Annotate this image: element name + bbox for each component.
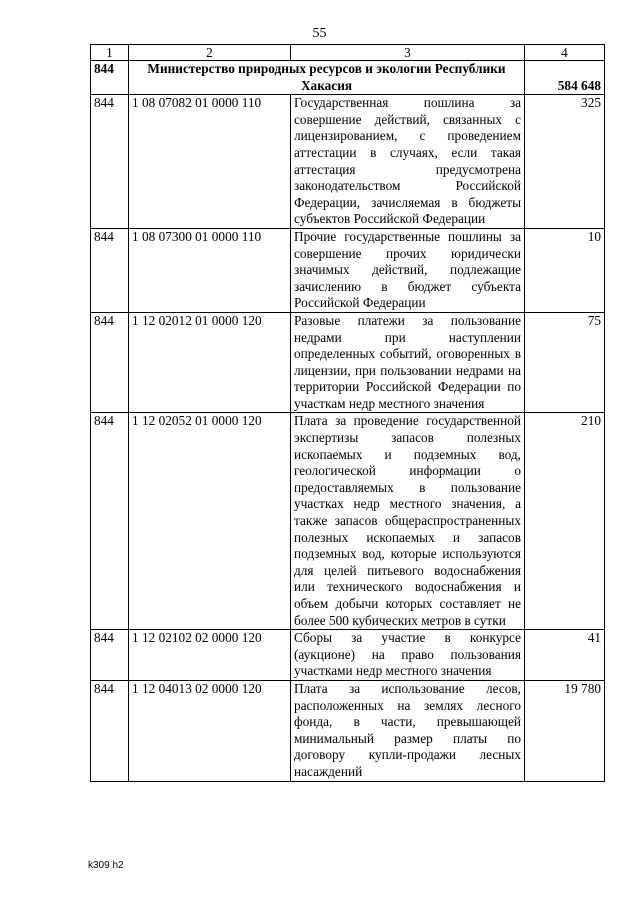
- document-footer-code: k309 h2: [88, 860, 124, 871]
- amount-cell: 210: [525, 413, 605, 630]
- budget-code-cell: 1 12 02102 02 0000 120: [129, 630, 291, 681]
- description-cell: Плата за проведение государственной экспертизы запасов полезных ископаемых и подземных вод, геологической информации о предоставляемых в пользование участках недр местного значения, а также запасов общераспространенных полезных ископаемых и запасов подземных вод, которые используются для целей питьевого водоснабжения или технического водоснабжения и объем добычи которых составляет не более 500 кубических метров в сутки: [291, 413, 525, 630]
- description-cell: Плата за использование лесов, расположенных на землях лесного фонда, в части, превышающей минимальный размер платы по договору купли-продажи лесных насаждений: [291, 680, 525, 781]
- budget-code-cell: 1 08 07300 01 0000 110: [129, 228, 291, 312]
- admin-code-cell: 844: [91, 312, 129, 413]
- organization-row: [91, 61, 605, 95]
- admin-code-cell: 844: [91, 630, 129, 681]
- column-number: 3: [291, 45, 525, 61]
- budget-code-cell: 1 12 04013 02 0000 120: [129, 680, 291, 781]
- column-number: 2: [129, 45, 291, 61]
- amount-cell: 10: [525, 228, 605, 312]
- amount-cell: 41: [525, 630, 605, 681]
- column-number: 1: [91, 45, 129, 61]
- table-row: [91, 228, 605, 312]
- table-row: [91, 95, 605, 229]
- column-number-row: [91, 45, 605, 61]
- table-row: [91, 413, 605, 630]
- organization-total: 584 648: [525, 61, 605, 95]
- budget-code-cell: 1 12 02052 01 0000 120: [129, 413, 291, 630]
- admin-code-cell: 844: [91, 413, 129, 630]
- description-cell: Прочие государственные пошлины за совершение прочих юридически значимых действий, подлежащие зачислению в бюджет субъекта Российской Федерации: [291, 228, 525, 312]
- table-row: [91, 312, 605, 413]
- amount-cell: 75: [525, 312, 605, 413]
- admin-code-cell: 844: [91, 95, 129, 229]
- column-number: 4: [525, 45, 605, 61]
- amount-cell: 19 780: [525, 680, 605, 781]
- organization-admin-code: 844: [91, 61, 129, 95]
- description-cell: Разовые платежи за пользование недрами при наступлении определенных событий, оговоренных в лицензии, при пользовании недрами на территории Российской Федерации по участкам недр местного значения: [291, 312, 525, 413]
- revenue-table: [90, 44, 605, 782]
- description-cell: Государственная пошлина за совершение действий, связанных с лицензированием, с проведением аттестации в случаях, если такая аттестация предусмотрена законодательством Российской Федерации, зачисляемая в бюджеты субъектов Российской Федерации: [291, 95, 525, 229]
- budget-code-cell: 1 12 02012 01 0000 120: [129, 312, 291, 413]
- table-row: [91, 680, 605, 781]
- amount-cell: 325: [525, 95, 605, 229]
- admin-code-cell: 844: [91, 228, 129, 312]
- budget-code-cell: 1 08 07082 01 0000 110: [129, 95, 291, 229]
- page-number: 55: [312, 26, 327, 41]
- description-cell: Сборы за участие в конкурсе (аукционе) на право пользования участками недр местного значения: [291, 630, 525, 681]
- admin-code-cell: 844: [91, 680, 129, 781]
- table-row: [91, 630, 605, 681]
- organization-name: Министерство природных ресурсов и экологии Республики Хакасия: [129, 61, 525, 95]
